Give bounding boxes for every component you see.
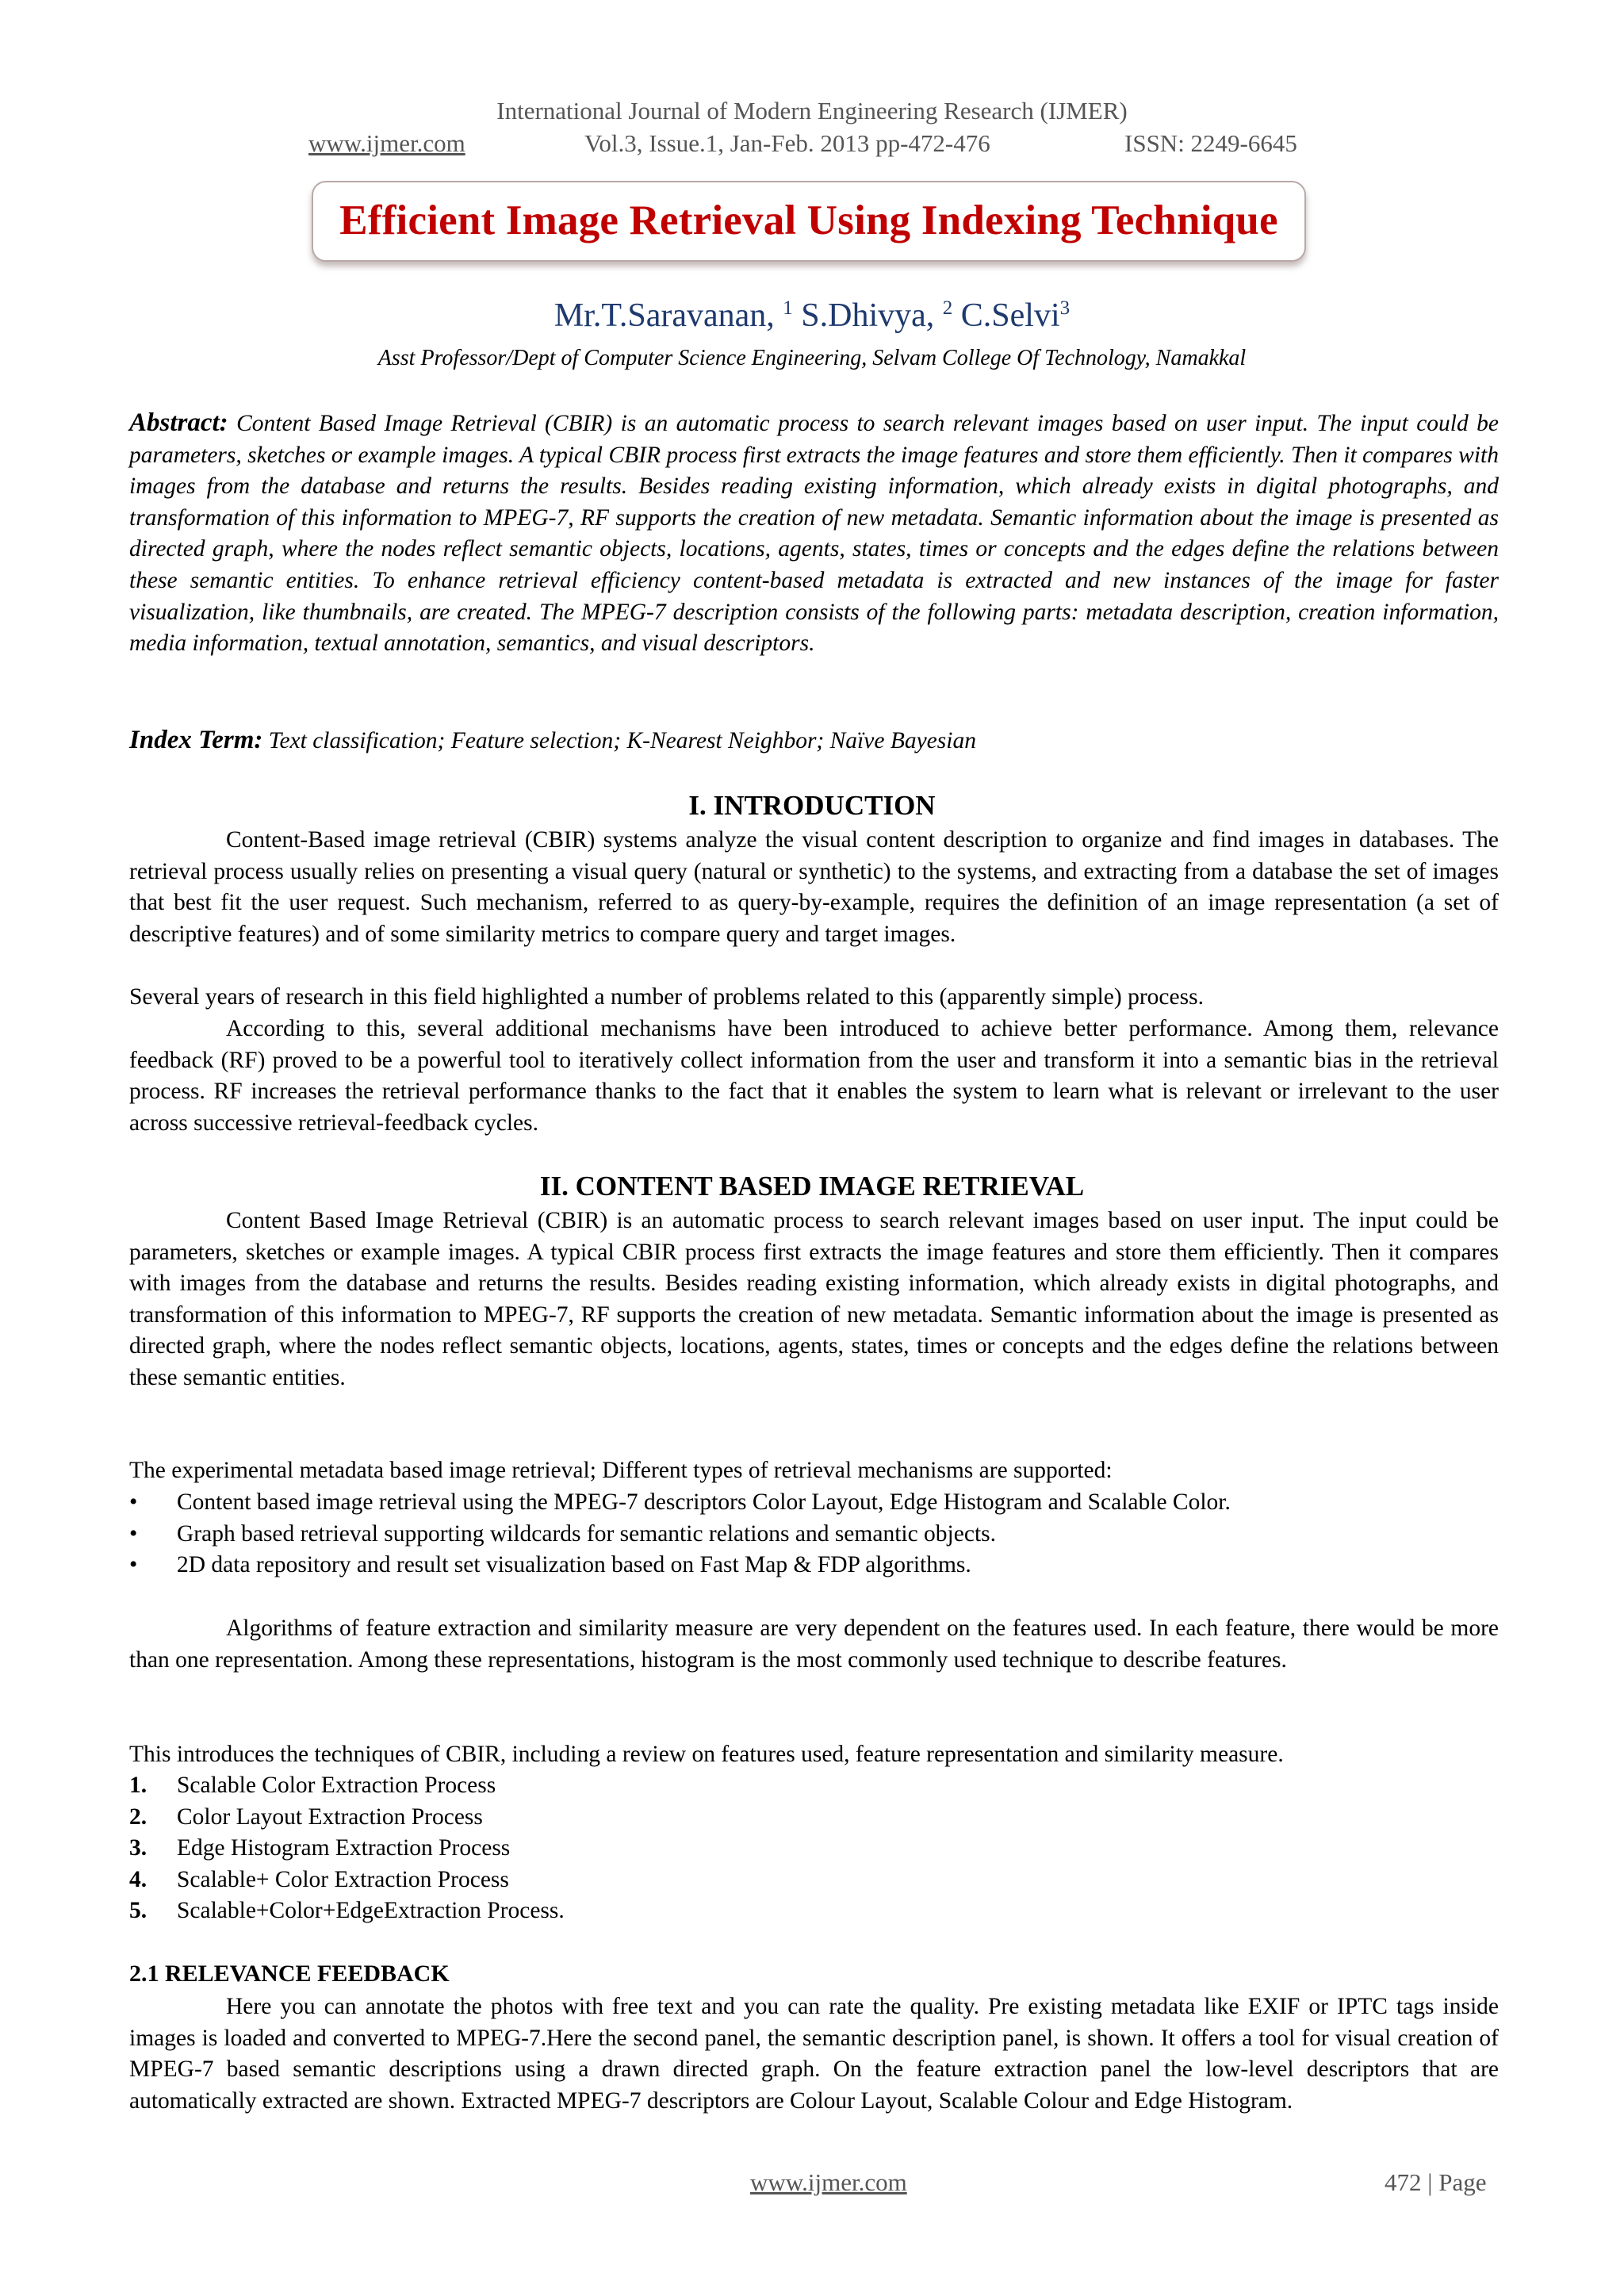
list-item-text: Graph based retrieval supporting wildcards for semantic relations and semantic objects. [177, 1520, 996, 1547]
list-item [129, 1487, 1499, 1519]
list-item-text: Scalable+Color+EdgeExtraction Process. [177, 1898, 565, 1924]
list-item [129, 1833, 1499, 1865]
index-term-label: Index Term: [129, 726, 263, 754]
author-3-sup: 3 [1059, 297, 1071, 319]
author-2-sup: 2 [942, 297, 953, 319]
list-item-text: Color Layout Extraction Process [177, 1803, 483, 1830]
abstract [129, 408, 1499, 660]
abstract-text: Content Based Image Retrieval (CBIR) is an automatic process to search relevant images based on user input. The input could be parameters, sketches or example images. A typical CBIR process first extracts the image features and store them efficiently. Then it compares with images from the database and returns the results. Besides reading existing information, which already exists in digital photographs, and transformation of this information to MPEG-7, RF supports the creation of new metadata. Semantic information about the image is presented as directed graph, where the nodes reflect semantic objects, locations, agents, states, times or concepts and the edges define the relations between these semantic entities. To enhance retrieval efficiency content-based metadata is extracted and new instances of the image for faster visualization, like thumbnails, are created. The MPEG-7 description consists of the following parts: metadata description, creation information, media information, textual annotation, semantics, and visual descriptors. [129, 411, 1499, 657]
retrieval-mechanism-list [129, 1487, 1499, 1581]
cbir-paragraph-1: Content Based Image Retrieval (CBIR) is an automatic process to search relevant images based on user input. The input could be parameters, sketches or example images. A typical CBIR process first extracts the image features and store them efficiently. Then it compares with images from the database and returns the results. Besides reading existing information, which already exists in digital photographs, and transformation of this information to MPEG-7, RF supports the creation of new metadata. Semantic information about the image is presented as directed graph, where the nodes reflect semantic objects, locations, agents, states, times or concepts and the edges define the relations between these semantic entities. [129, 1208, 1499, 1390]
algorithms-paragraph: Algorithms of feature extraction and similarity measure are very dependent on the features used. In each feature, there would be more than one representation. Among these representations, histogram is the most commonly used technique to describe features. [129, 1616, 1499, 1673]
bullet-icon: • [129, 1552, 138, 1578]
volume-info: Vol.3, Issue.1, Jan-Feb. 2013 pp-472-476 [584, 129, 990, 157]
intro-paragraph-2: Several years of research in this field highlighted a number of problems related to this (apparently simple) process. [129, 984, 1204, 1010]
index-terms [129, 725, 1499, 757]
author-1-sup: 1 [783, 297, 793, 319]
issn-info: ISSN: 2249-6645 [1124, 129, 1297, 157]
page-number: 472 | Page [1385, 2168, 1487, 2196]
list-item-text: Content based image retrieval using the MPEG-7 descriptors Color Layout, Edge Histogram and Scalable Color. [177, 1489, 1231, 1515]
intro-paragraph-3: According to this, several additional mechanisms have been introduced to achieve better performance. Among them, relevance feedback (RF) proved to be a powerful tool to iteratively collect information from the user and transform it into a semantic bias in the retrieval process. RF increases the retrieval performance thanks to the fact that it enables the system to learn what is relevant or irrelevant to the user across successive retrieval-feedback cycles. [129, 1016, 1499, 1136]
section-heading-cbir: II. CONTENT BASED IMAGE RETRIEVAL [539, 1171, 1085, 1202]
journal-url-link[interactable]: www.ijmer.com [308, 129, 465, 157]
list-item-text: Edge Histogram Extraction Process [177, 1835, 511, 1861]
footer-url-link[interactable]: www.ijmer.com [750, 2168, 907, 2196]
list-item [129, 1895, 1499, 1927]
list-item [129, 1550, 1499, 1581]
experimental-paragraph: The experimental metadata based image retrieval; Different types of retrieval mechanisms are supported: [129, 1458, 1113, 1483]
paper-title: Efficient Image Retrieval Using Indexing Technique [339, 197, 1278, 243]
list-item-text: 2D data repository and result set visualization based on Fast Map & FDP algorithms. [177, 1552, 971, 1578]
title-box [312, 181, 1306, 262]
affiliation: Asst Professor/Dept of Computer Science Engineering, Selvam College Of Technology, Namakkal [377, 346, 1247, 370]
bullet-icon: • [129, 1520, 138, 1547]
bullet-icon: • [129, 1489, 138, 1515]
list-number: 4. [129, 1866, 147, 1892]
extraction-process-list [129, 1770, 1499, 1927]
journal-info-line [0, 129, 1624, 161]
list-item [129, 1519, 1499, 1550]
list-item [129, 1802, 1499, 1834]
author-3: C.Selvi [952, 297, 1060, 334]
list-item-text: Scalable+ Color Extraction Process [177, 1866, 509, 1892]
relevance-feedback-paragraph: Here you can annotate the photos with free text and you can rate the quality. Pre existing metadata like EXIF or IPTC tags inside images is loaded and converted to MPEG-7.Here the second panel, the semantic description panel, is shown. It offers a tool for visual creation of MPEG-7 based semantic descriptions using a drawn directed graph. On the feature extraction panel the low-level descriptors that are automatically extracted are shown. Extracted MPEG-7 descriptors are Colour Layout, Scalable Colour and Edge Histogram. [129, 1994, 1499, 2114]
author-list [0, 297, 1624, 335]
list-number: 5. [129, 1898, 147, 1924]
subsection-heading-relevance-feedback: 2.1 RELEVANCE FEEDBACK [129, 1961, 450, 1987]
index-term-text: Text classification; Feature selection; K-Nearest Neighbor; Naïve Bayesian [262, 728, 976, 753]
author-1: Mr.T.Saravanan, [553, 297, 775, 334]
intro-paragraph-1: Content-Based image retrieval (CBIR) systems analyze the visual content description to organize and find images in databases. The retrieval process usually relies on presenting a visual query (natural or synthetic) to the systems, and extracting from a database the set of images that best fit the user request. Such mechanism, referred to as query-by-example, requires the definition of an image representation (a set of descriptive features) and of some similarity metrics to compare query and target images. [129, 827, 1499, 947]
list-number: 3. [129, 1835, 147, 1861]
list-item [129, 1865, 1499, 1896]
list-number: 1. [129, 1773, 147, 1798]
list-item [129, 1770, 1499, 1802]
author-2: S.Dhivya, [792, 297, 935, 334]
list-number: 2. [129, 1803, 147, 1830]
techniques-paragraph: This introduces the techniques of CBIR, including a review on features used, feature representation and similarity measure. [129, 1742, 1284, 1767]
section-heading-introduction: I. INTRODUCTION [688, 790, 936, 821]
journal-name: International Journal of Modern Engineering Research (IJMER) [496, 97, 1128, 125]
abstract-label: Abstract: [129, 408, 228, 437]
list-item-text: Scalable Color Extraction Process [177, 1773, 496, 1798]
